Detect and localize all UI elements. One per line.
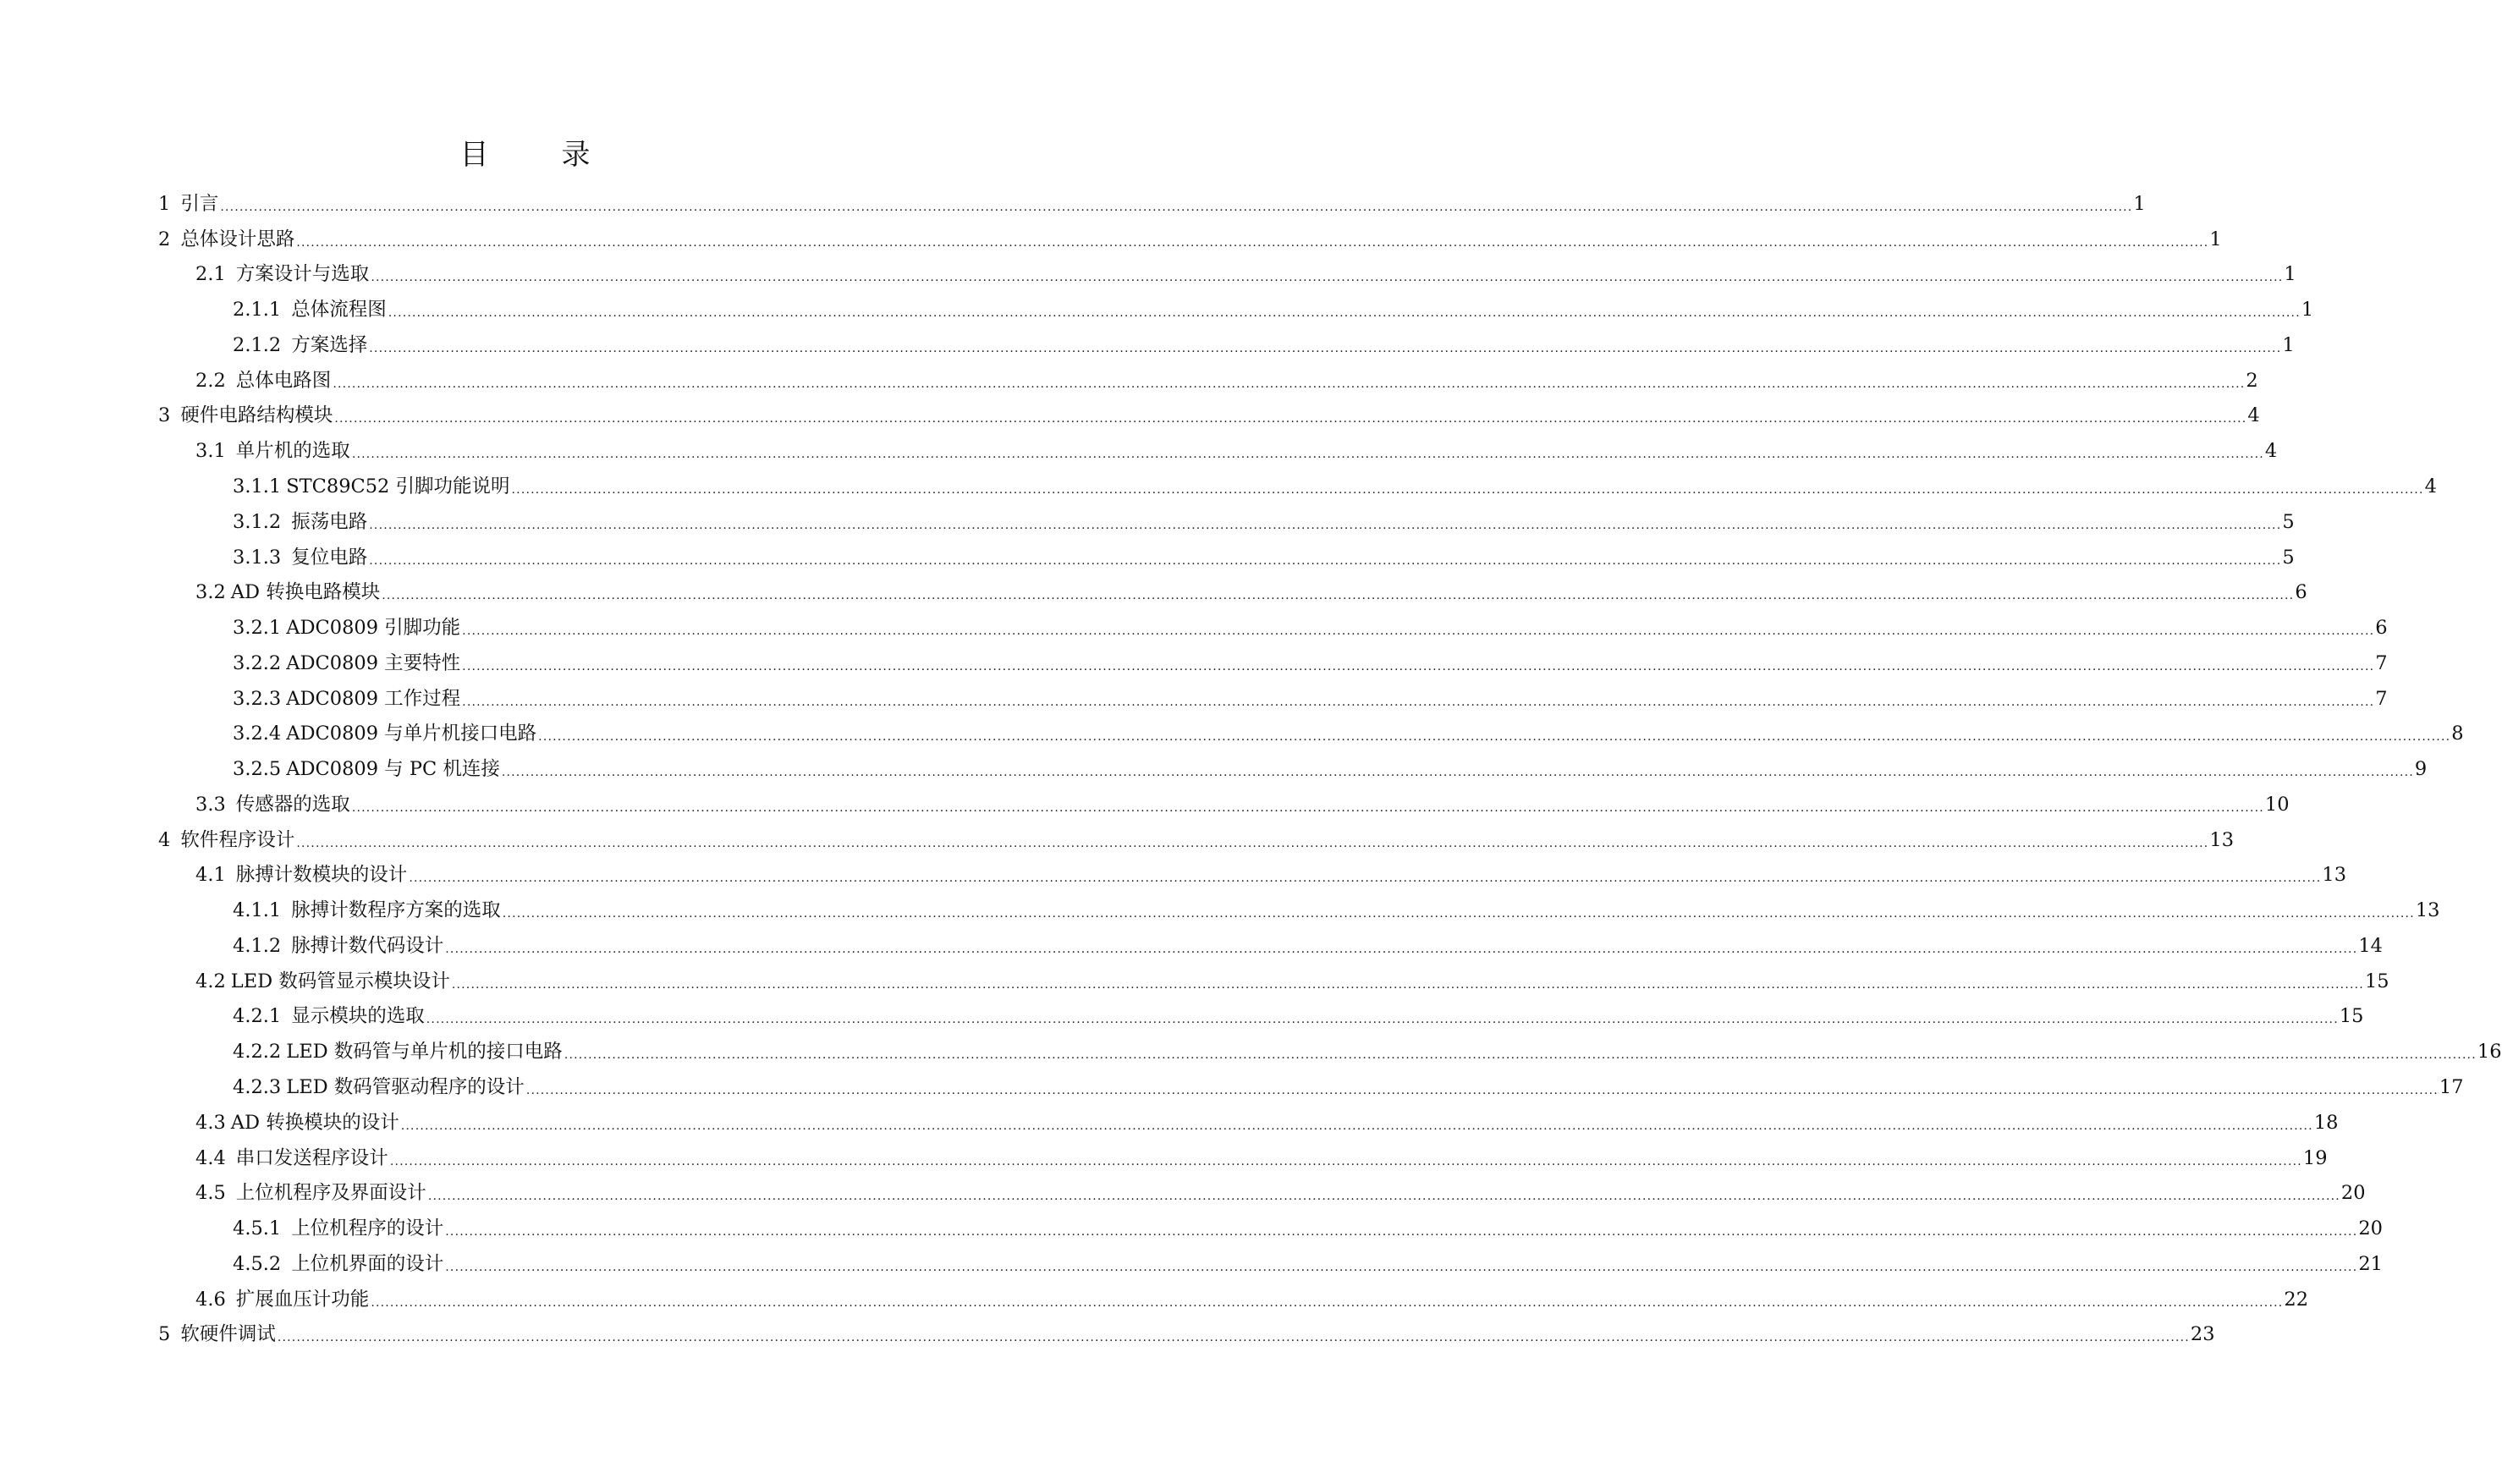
- toc-entry-title: ADC0809 主要特性: [286, 651, 461, 674]
- toc-dot-leader: ................................................................................................................................................................................................................................................................................................................................................................................................................: [296, 235, 2209, 250]
- toc-page-number: 17: [2439, 1076, 2464, 1099]
- toc-entry-heading: [233, 333, 369, 358]
- toc-entry-heading: [233, 1216, 445, 1241]
- toc-entry: [158, 398, 2260, 434]
- toc-entry-heading: [233, 509, 369, 535]
- toc-entry-number: 3.1: [195, 440, 226, 463]
- toc-entry-title: 串口发送程序设计: [235, 1146, 388, 1169]
- toc-dot-leader: ................................................................................................................................................................................................................................................................................................................................................................................................................: [462, 695, 2375, 709]
- toc-entry-heading: [233, 756, 502, 782]
- toc-entry-number: 4.2.2: [233, 1041, 282, 1064]
- toc-entry-heading: [233, 1075, 526, 1100]
- toc-entry-number: 4.3: [195, 1111, 226, 1134]
- toc-entry: [158, 186, 2146, 222]
- toc-entry: [158, 1140, 2328, 1176]
- toc-entry-title: 硬件电路结构模块: [180, 404, 333, 427]
- toc-entry-heading: [233, 898, 503, 923]
- toc-entry-heading: [195, 792, 352, 817]
- toc-dot-leader: ................................................................................................................................................................................................................................................................................................................................................................................................................: [389, 1154, 2302, 1168]
- toc-page-number: 1: [2133, 192, 2146, 215]
- toc-entry-title: 脉搏计数程序方案的选取: [291, 899, 501, 922]
- toc-entry-title: AD 转换电路模块: [230, 581, 381, 604]
- toc-page-number: 15: [2339, 1005, 2364, 1028]
- toc-entry-title: STC89C52 引脚功能说明: [286, 475, 510, 497]
- toc-page-number: 4: [2424, 475, 2437, 497]
- toc-entry-number: 5: [158, 1323, 171, 1346]
- toc-entry-title: 扩展血压计功能: [235, 1288, 370, 1311]
- toc-entry-number: 2.1.2: [233, 333, 282, 356]
- toc-page-number: 13: [2415, 899, 2440, 922]
- toc-entry-title: 总体电路图: [235, 369, 332, 392]
- toc-entry-number: 2: [158, 228, 171, 250]
- toc-entry-title: LED 数码管显示模块设计: [230, 970, 450, 992]
- toc-entry-title: 单片机的选取: [235, 440, 350, 463]
- toc-dot-leader: ................................................................................................................................................................................................................................................................................................................................................................................................................: [371, 271, 2284, 285]
- toc-entry: [158, 433, 2278, 469]
- toc-dot-leader: ................................................................................................................................................................................................................................................................................................................................................................................................................: [220, 200, 2133, 214]
- toc-page-number: 21: [2358, 1252, 2383, 1275]
- toc-entry-title: 方案设计与选取: [235, 263, 370, 286]
- toc-page-number: 9: [2414, 758, 2428, 781]
- toc-entry-heading: [158, 227, 296, 252]
- toc-entry-heading: [195, 368, 333, 393]
- toc-page-number: 8: [2451, 723, 2464, 745]
- toc-page-number: 1: [2209, 228, 2222, 250]
- toc-dot-leader: ................................................................................................................................................................................................................................................................................................................................................................................................................: [525, 1084, 2439, 1098]
- toc-dot-leader: ................................................................................................................................................................................................................................................................................................................................................................................................................: [369, 518, 2282, 532]
- toc-page-number: 7: [2375, 687, 2388, 710]
- toc-entry: [158, 822, 2235, 858]
- toc-entry-heading: [233, 651, 462, 676]
- table-of-contents: [158, 186, 2502, 1352]
- toc-entry-number: 4.2: [195, 970, 226, 992]
- toc-dot-leader: ................................................................................................................................................................................................................................................................................................................................................................................................................: [538, 730, 2451, 745]
- toc-entry-number: 4.4: [195, 1146, 226, 1169]
- toc-dot-leader: ................................................................................................................................................................................................................................................................................................................................................................................................................: [277, 1331, 2190, 1345]
- toc-page-number: 20: [2340, 1182, 2366, 1205]
- toc-entry: [158, 893, 2440, 928]
- toc-page-number: 23: [2190, 1323, 2215, 1346]
- toc-page-number: 1: [2282, 333, 2295, 356]
- toc-dot-leader: ................................................................................................................................................................................................................................................................................................................................................................................................................: [445, 942, 2358, 956]
- toc-entry-heading: [195, 1110, 401, 1135]
- toc-entry-number: 3.2.3: [233, 687, 282, 710]
- toc-entry: [158, 1282, 2309, 1317]
- toc-title-char-2: 录: [561, 138, 591, 172]
- toc-page-number: 1: [2301, 299, 2314, 322]
- toc-entry-heading: [233, 721, 538, 746]
- toc-dot-leader: ................................................................................................................................................................................................................................................................................................................................................................................................................: [351, 448, 2264, 462]
- toc-entry-title: 总体设计思路: [180, 228, 295, 250]
- toc-entry: [158, 257, 2296, 293]
- toc-entry: [158, 504, 2295, 540]
- toc-title-char-1: 目: [459, 138, 489, 172]
- toc-entry-title: 脉搏计数代码设计: [291, 934, 444, 957]
- toc-dot-leader: ................................................................................................................................................................................................................................................................................................................................................................................................................: [371, 1295, 2284, 1310]
- toc-entry: [158, 964, 2389, 999]
- toc-entry: [158, 1034, 2502, 1069]
- toc-entry-heading: [233, 545, 369, 570]
- toc-dot-leader: ................................................................................................................................................................................................................................................................................................................................................................................................................: [334, 412, 2247, 426]
- toc-page-number: 4: [2264, 440, 2278, 463]
- toc-page-number: 18: [2313, 1111, 2339, 1134]
- toc-entry-number: 3.1.1: [233, 475, 282, 497]
- toc-entry: [158, 1246, 2383, 1282]
- toc-entry-title: 上位机程序及界面设计: [235, 1182, 426, 1205]
- toc-entry-title: 上位机界面的设计: [291, 1252, 444, 1275]
- toc-dot-leader: ................................................................................................................................................................................................................................................................................................................................................................................................................: [369, 341, 2282, 355]
- toc-page-number: 5: [2282, 510, 2295, 533]
- toc-dot-leader: ................................................................................................................................................................................................................................................................................................................................................................................................................: [400, 1118, 2313, 1133]
- toc-page-number: 1: [2284, 263, 2296, 286]
- toc-page-number: 6: [2375, 617, 2388, 640]
- toc-entry-title: 总体流程图: [291, 299, 387, 322]
- toc-entry-number: 3.2.5: [233, 758, 282, 781]
- toc-dot-leader: ................................................................................................................................................................................................................................................................................................................................................................................................................: [502, 907, 2415, 921]
- toc-entry-number: 4.1.1: [233, 899, 282, 922]
- toc-entry-heading: [195, 261, 371, 287]
- toc-entry-title: 软件程序设计: [180, 828, 295, 851]
- toc-entry-heading: [233, 933, 445, 959]
- toc-page-number: 13: [2322, 864, 2347, 887]
- toc-entry: [158, 716, 2464, 751]
- toc-entry-number: 4: [158, 828, 171, 851]
- toc-entry: [158, 610, 2388, 646]
- toc-entry-title: ADC0809 工作过程: [286, 687, 461, 710]
- toc-entry-title: 引言: [180, 192, 219, 215]
- toc-entry-heading: [233, 1251, 445, 1277]
- toc-entry-number: 3.3: [195, 793, 226, 816]
- toc-entry-heading: [158, 191, 220, 217]
- toc-dot-leader: ................................................................................................................................................................................................................................................................................................................................................................................................................: [426, 1013, 2339, 1027]
- toc-entry-title: 软硬件调试: [180, 1323, 276, 1346]
- toc-entry-heading: [233, 686, 462, 712]
- toc-entry-heading: [195, 1180, 428, 1206]
- toc-entry: [158, 540, 2295, 575]
- toc-entry-number: 4.5.1: [233, 1217, 282, 1240]
- toc-dot-leader: ................................................................................................................................................................................................................................................................................................................................................................................................................: [445, 1260, 2358, 1274]
- toc-entry: [158, 999, 2364, 1035]
- toc-dot-leader: ................................................................................................................................................................................................................................................................................................................................................................................................................: [462, 624, 2375, 639]
- toc-entry-number: 4.5: [195, 1182, 226, 1205]
- toc-entry-number: 3.1.2: [233, 510, 282, 533]
- toc-entry: [158, 787, 2290, 822]
- toc-page-number: 14: [2358, 934, 2383, 957]
- toc-entry-title: ADC0809 与单片机接口电路: [286, 723, 537, 745]
- toc-dot-leader: ................................................................................................................................................................................................................................................................................................................................................................................................................: [564, 1048, 2477, 1063]
- toc-page-number: 15: [2364, 970, 2389, 992]
- toc-entry-title: 方案选择: [291, 333, 368, 356]
- toc-dot-leader: ................................................................................................................................................................................................................................................................................................................................................................................................................: [351, 800, 2264, 815]
- toc-entry: [158, 574, 2307, 610]
- toc-entry-title: 传感器的选取: [235, 793, 350, 816]
- toc-entry-number: 3.2.2: [233, 651, 282, 674]
- toc-page-number: 7: [2375, 651, 2388, 674]
- toc-entry-title: ADC0809 引脚功能: [286, 617, 461, 640]
- toc-entry-heading: [195, 862, 409, 888]
- toc-entry-heading: [233, 1039, 564, 1064]
- toc-entry-heading: [158, 403, 334, 428]
- toc-entry: [158, 681, 2388, 717]
- toc-entry-heading: [195, 1146, 390, 1171]
- toc-dot-leader: ................................................................................................................................................................................................................................................................................................................................................................................................................: [511, 483, 2424, 497]
- toc-page-number: 19: [2302, 1146, 2328, 1169]
- toc-entry: [158, 222, 2222, 257]
- toc-dot-leader: ................................................................................................................................................................................................................................................................................................................................................................................................................: [369, 553, 2282, 568]
- toc-entry-number: 2.1.1: [233, 299, 282, 322]
- toc-page-number: 22: [2284, 1288, 2309, 1311]
- toc-page-number: 5: [2282, 546, 2295, 569]
- toc-entry-number: 3.2.4: [233, 723, 282, 745]
- toc-entry: [158, 1211, 2383, 1246]
- toc-entry-number: 4.5.2: [233, 1252, 282, 1275]
- toc-entry: [158, 327, 2295, 363]
- toc-entry-number: 4.2.3: [233, 1076, 282, 1099]
- toc-entry: [158, 292, 2314, 327]
- toc-entry: [158, 469, 2437, 504]
- toc-entry: [158, 1317, 2215, 1353]
- toc-entry-heading: [158, 827, 296, 853]
- toc-dot-leader: ................................................................................................................................................................................................................................................................................................................................................................................................................: [382, 589, 2295, 603]
- toc-dot-leader: ................................................................................................................................................................................................................................................................................................................................................................................................................: [333, 376, 2246, 391]
- toc-entry-heading: [195, 580, 382, 605]
- toc-entry-title: 复位电路: [291, 546, 368, 569]
- toc-entry-title: 振荡电路: [291, 510, 368, 533]
- toc-title: [0, 134, 1050, 176]
- toc-entry-heading: [233, 1003, 426, 1029]
- toc-dot-leader: ................................................................................................................................................................................................................................................................................................................................................................................................................: [462, 659, 2375, 673]
- toc-entry-heading: [233, 297, 388, 322]
- toc-entry-heading: [195, 969, 452, 994]
- toc-entry: [158, 363, 2258, 398]
- toc-entry-number: 3: [158, 404, 171, 427]
- toc-entry-title: 显示模块的选取: [291, 1005, 425, 1028]
- toc-dot-leader: ................................................................................................................................................................................................................................................................................................................................................................................................................: [409, 871, 2322, 886]
- toc-entry-number: 4.2.1: [233, 1005, 282, 1028]
- toc-entry-title: 上位机程序的设计: [291, 1217, 444, 1240]
- toc-entry-title: LED 数码管驱动程序的设计: [286, 1076, 525, 1099]
- toc-entry-number: 4.1.2: [233, 934, 282, 957]
- toc-entry: [158, 1105, 2339, 1140]
- toc-entry-number: 3.2: [195, 581, 226, 604]
- toc-entry: [158, 858, 2347, 893]
- toc-page-number: 13: [2209, 828, 2235, 851]
- toc-dot-leader: ................................................................................................................................................................................................................................................................................................................................................................................................................: [388, 306, 2301, 321]
- toc-page-number: 6: [2295, 581, 2307, 604]
- toc-entry-heading: [233, 615, 462, 640]
- toc-dot-leader: ................................................................................................................................................................................................................................................................................................................................................................................................................: [445, 1225, 2358, 1239]
- toc-page-number: 4: [2247, 404, 2260, 427]
- toc-entry-heading: [195, 438, 352, 464]
- toc-dot-leader: ................................................................................................................................................................................................................................................................................................................................................................................................................: [296, 836, 2209, 850]
- toc-entry-heading: [233, 474, 512, 499]
- toc-entry: [158, 928, 2383, 964]
- toc-entry-number: 4.1: [195, 864, 226, 887]
- toc-page-number: 16: [2477, 1041, 2502, 1064]
- toc-entry-title: AD 转换模块的设计: [230, 1111, 399, 1134]
- toc-entry: [158, 1069, 2464, 1105]
- toc-entry-title: 脉搏计数模块的设计: [235, 864, 408, 887]
- toc-entry: [158, 1175, 2366, 1211]
- toc-entry-title: ADC0809 与 PC 机连接: [286, 758, 500, 781]
- toc-page-number: 10: [2264, 793, 2290, 816]
- toc-entry-number: 3.2.1: [233, 617, 282, 640]
- toc-dot-leader: ................................................................................................................................................................................................................................................................................................................................................................................................................: [451, 977, 2364, 992]
- toc-entry-heading: [158, 1322, 278, 1347]
- toc-entry-number: 1: [158, 192, 171, 215]
- toc-entry-number: 2.1: [195, 263, 226, 286]
- toc-page-number: 2: [2246, 369, 2258, 392]
- toc-entry: [158, 646, 2388, 681]
- toc-dot-leader: ................................................................................................................................................................................................................................................................................................................................................................................................................: [501, 766, 2414, 780]
- toc-entry-number: 4.6: [195, 1288, 226, 1311]
- toc-entry-number: 3.1.3: [233, 546, 282, 569]
- toc-entry-title: LED 数码管与单片机的接口电路: [286, 1041, 563, 1064]
- toc-entry-heading: [195, 1287, 371, 1312]
- toc-entry-number: 2.2: [195, 369, 226, 392]
- toc-entry: [158, 751, 2428, 787]
- toc-page-number: 20: [2358, 1217, 2383, 1240]
- toc-dot-leader: ................................................................................................................................................................................................................................................................................................................................................................................................................: [427, 1190, 2340, 1204]
